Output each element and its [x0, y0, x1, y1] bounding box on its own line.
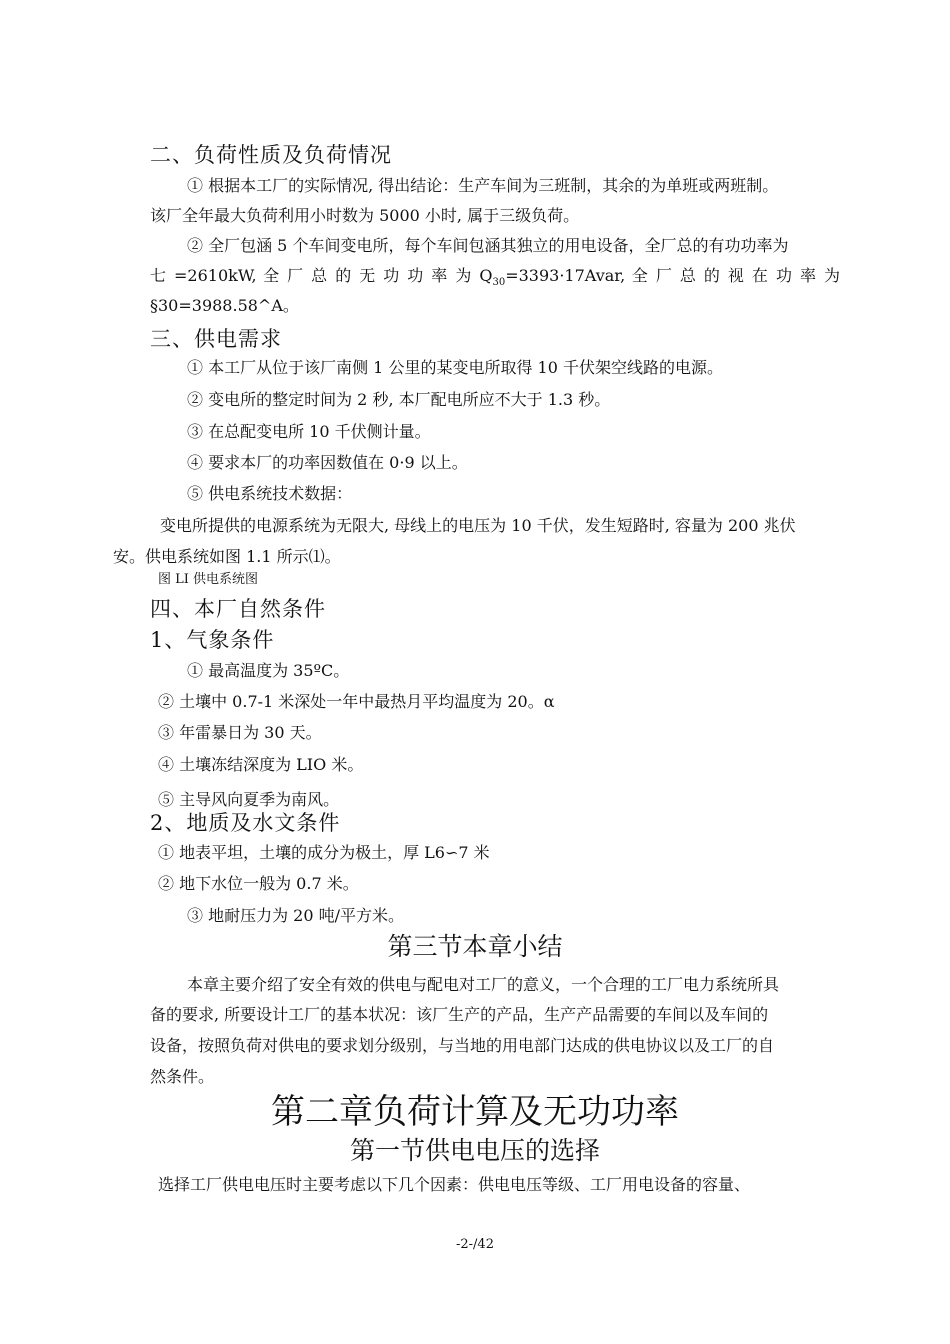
paragraph-line: 选择工厂供电电压时主要考虑以下几个因素：供电电压等级、工厂用电设备的容量、	[158, 1175, 751, 1194]
list-item: ① 最高温度为 35ºC。	[187, 661, 350, 680]
paragraph-line: 然条件。	[150, 1067, 215, 1086]
list-item: ③ 在总配变电所 10 千伏侧计量。	[187, 422, 431, 441]
list-item: ③ 地耐压力为 20 吨/平方米。	[187, 906, 405, 925]
paragraph-line: ② 全厂包涵 5 个车间变电所，每个车间包涵其独立的用电设备，全厂总的有功功率为	[187, 236, 789, 255]
section-heading-summary: 第三节本章小结	[387, 932, 563, 961]
section-heading-natural-conditions: 四、本厂自然条件	[150, 597, 326, 621]
figure-caption: 图 LI 供电系统图	[158, 572, 259, 587]
list-item: ① 地表平坦，土壤的成分为极土，厚 L6∽7 米	[158, 843, 490, 862]
paragraph-line: 变电所提供的电源系统为无限大, 母线上的电压为 10 千伏，发生短路时, 容量为 200 兆伏	[160, 516, 796, 535]
page-number: -2-/42	[456, 1237, 494, 1252]
list-item: ④ 要求本厂的功率因数值在 0·9 以上。	[187, 453, 468, 472]
formula-subscript: 30	[492, 277, 506, 289]
paragraph-line: 安。供电系统如图 1.1 所示⑴。	[113, 547, 341, 566]
paragraph-line-formula	[150, 266, 840, 293]
section-heading-power-demand: 三、供电需求	[150, 327, 282, 351]
list-item: ① 本工厂从位于该厂南侧 1 公里的某变电所取得 10 千伏架空线路的电源。	[187, 358, 723, 377]
list-item: ② 地下水位一般为 0.7 米。	[158, 874, 359, 893]
paragraph-line: 该厂全年最大负荷利用小时数为 5000 小时, 属于三级负荷。	[150, 206, 580, 225]
list-item: ② 变电所的整定时间为 2 秒, 本厂配电所应不大于 1.3 秒。	[187, 390, 611, 409]
paragraph-line: 本章主要介绍了安全有效的供电与配电对工厂的意义，一个合理的工厂电力系统所具	[187, 975, 780, 994]
paragraph-line: 备的要求, 所要设计工厂的基本状况：该厂生产的产品，生产产品需要的车间以及车间的	[150, 1005, 769, 1024]
list-item: ⑤ 供电系统技术数据：	[187, 484, 353, 503]
paragraph-line: §30=3988.58^A。	[150, 296, 299, 315]
list-item: ③ 年雷暴日为 30 天。	[158, 723, 322, 742]
chapter-title: 第二章负荷计算及无功功率	[271, 1092, 679, 1132]
section-heading-load-nature: 二、负荷性质及负荷情况	[150, 143, 392, 167]
formula-text: =3393·17Avar, 全 厂 总 的 视 在 功 率 为	[505, 266, 840, 285]
list-item: ⑤ 主导风向夏季为南风。	[158, 790, 340, 809]
subsection-heading-geology: 2、地质及水文条件	[150, 811, 341, 835]
list-item: ④ 土壤冻结深度为 LIO 米。	[158, 755, 364, 774]
list-item: ② 土壤中 0.7-1 米深处一年中最热月平均温度为 20。α	[158, 692, 555, 711]
formula-text: 七 =2610kW, 全 厂 总 的 无 功 功 率 为 Q	[150, 266, 493, 285]
paragraph-line: ① 根据本工厂的实际情况, 得出结论：生产车间为三班制，其余的为单班或两班制。	[187, 176, 779, 195]
paragraph-line: 设备，按照负荷对供电的要求划分级别，与当地的用电部门达成的供电协议以及工厂的自	[150, 1036, 775, 1055]
subsection-heading-weather: 1、气象条件	[150, 628, 275, 652]
section-heading-voltage-selection: 第一节供电电压的选择	[349, 1136, 600, 1165]
